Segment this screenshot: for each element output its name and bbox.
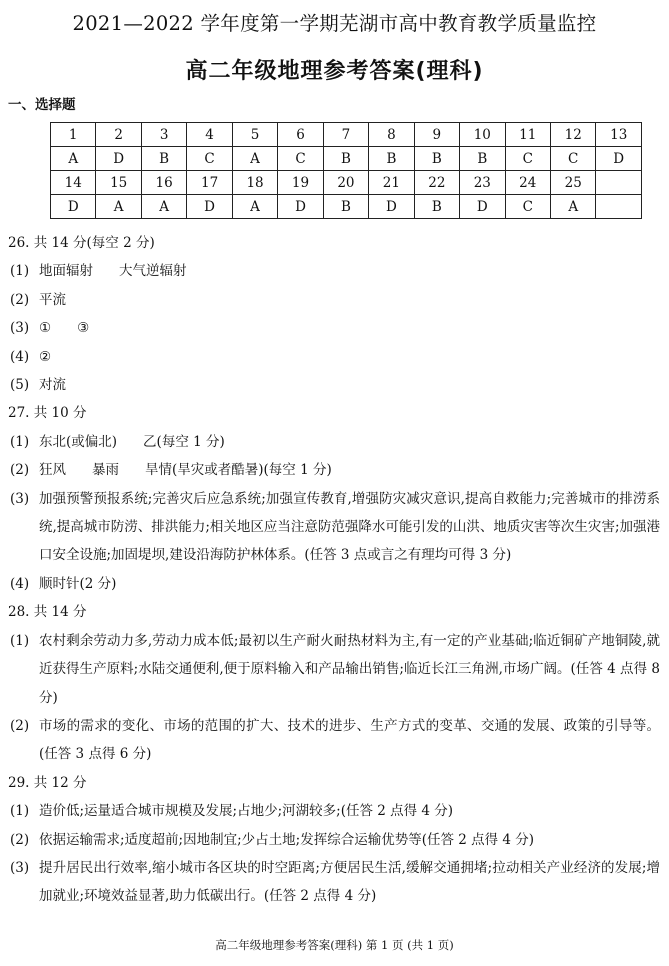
q26-item-3: (3) ① ③ [10,320,90,337]
answer-table-row [51,147,642,171]
exam-title: 2021—2022 学年度第一学期芜湖市高中教育教学质量监控 [72,12,597,35]
answer-table-cell: 10 [460,123,505,147]
question-29-heading: 29. 共 12 分 [8,774,87,791]
answer-table-cell: B [414,147,459,171]
answer-table-cell: A [550,195,595,219]
q26-item-5: (5) 对流 [10,377,66,394]
answer-table-row [51,171,642,195]
answer-table-cell: A [232,147,277,171]
question-27-heading: 27. 共 10 分 [8,405,87,422]
answer-table-cell: 20 [323,171,368,195]
answer-table-cell: 16 [141,171,186,195]
answer-table-cell: C [505,147,550,171]
answer-table-cell: B [141,147,186,171]
question-28-heading: 28. 共 14 分 [8,604,87,621]
answer-table-row [51,195,642,219]
answer-table-cell: 17 [187,171,232,195]
section-heading-choice: 一、选择题 [8,97,76,113]
answer-table-cell: 6 [278,123,323,147]
q27-item-4: (4) 顺时针(2 分) [10,575,117,592]
answer-table-cell: 14 [51,171,96,195]
answer-content [8,229,660,911]
answer-table-cell: 12 [550,123,595,147]
q27-item-1: (1) 东北(或偏北) 乙(每空 1 分) [10,433,225,450]
q28-item-1: (1) 农村剩余劳动力多,劳动力成本低;最初以生产耐火耐热材料为主,有一定的产业基础;临近铜矿产地铜陵,就近获得生产原料;水陆交通便利,便于原料输入和产品输出销售;临近长江三角洲,市场广阔。(任答 4 点得 8 分) [10,632,660,706]
q27-item-3: (3) 加强预警预报系统;完善灾后应急系统;加强宣传教育,增强防灾减灾意识,提高自救能力;完善城市的排涝系统,提高城市防涝、排洪能力;相关地区应当注意防范强降水可能引发的山洪、地质灾害等次生灾害;加强港口安全设施;加固堤坝,建设沿海防护林体系。(任答 3 点或言之有理均可得 3 分) [10,490,660,564]
answer-table-cell: A [96,195,141,219]
q26-item-4: (4) ② [10,348,52,365]
answer-table-cell [596,171,642,195]
answer-table-cell: 23 [460,171,505,195]
answer-table-cell: 19 [278,171,323,195]
q26-item-2: (2) 平流 [10,291,66,308]
answer-table-cell: C [278,147,323,171]
answer-table-cell: B [369,147,414,171]
answer-table-cell: 1 [51,123,96,147]
q28-item-2: (2) 市场的需求的变化、市场的范围的扩大、技术的进步、生产方式的变革、交通的发展、政策的引导等。(任答 3 点得 6 分) [10,717,660,763]
q29-item-1: (1) 造价低;运量适合城市规模及发展;占地少;河湖较多;(任答 2 点得 4 分) [10,803,454,820]
answer-table [50,122,642,219]
answer-table-cell: 25 [550,171,595,195]
answer-table-cell: D [51,195,96,219]
q27-item-2: (2) 狂风 暴雨 旱情(旱灾或者酷暑)(每空 1 分) [10,462,332,479]
answer-table-cell: B [460,147,505,171]
answer-table-cell: 22 [414,171,459,195]
answer-table-cell: D [460,195,505,219]
answer-table-cell: A [141,195,186,219]
answer-table-cell: D [369,195,414,219]
answer-table-cell [596,195,642,219]
answer-table-cell: D [596,147,642,171]
page-footer: 高二年级地理参考答案(理科) 第 1 页 (共 1 页) [215,938,454,952]
answer-table-cell: 4 [187,123,232,147]
answer-table-cell: 2 [96,123,141,147]
answer-table-cell: 3 [141,123,186,147]
answer-table-cell: C [187,147,232,171]
q29-item-3: (3) 提升居民出行效率,缩小城市各区块的时空距离;方便居民生活,缓解交通拥堵;拉动相关产业经济的发展;增加就业;环境效益显著,助力低碳出行。(任答 2 点得 4 分) [10,859,660,905]
answer-table-cell: D [278,195,323,219]
answer-table-cell: 11 [505,123,550,147]
q26-item-1: (1) 地面辐射 大气逆辐射 [10,263,187,280]
q29-item-2: (2) 依据运输需求;适度超前;因地制宜;少占土地;发挥综合运输优势等(任答 2 点得 4 分) [10,831,535,848]
answer-table-cell: 8 [369,123,414,147]
answer-table-cell: 24 [505,171,550,195]
answer-table-cell: D [96,147,141,171]
answer-table-cell: 13 [596,123,642,147]
answer-table-cell: C [505,195,550,219]
answer-table-cell: 9 [414,123,459,147]
answer-table-cell: A [232,195,277,219]
question-26-heading: 26. 共 14 分(每空 2 分) [8,235,155,251]
answer-table-cell: 21 [369,171,414,195]
answer-table-cell: 15 [96,171,141,195]
answer-table-row [51,123,642,147]
answer-table-cell: D [187,195,232,219]
answer-table-cell: C [550,147,595,171]
answer-table-cell: B [323,195,368,219]
answer-table-cell: 5 [232,123,277,147]
answer-table-cell: B [414,195,459,219]
answer-table-cell: A [51,147,96,171]
document-title: 高二年级地理参考答案(理科) [185,59,484,84]
answer-table-cell: 18 [232,171,277,195]
answer-table-cell: 7 [323,123,368,147]
answer-table-cell: B [323,147,368,171]
